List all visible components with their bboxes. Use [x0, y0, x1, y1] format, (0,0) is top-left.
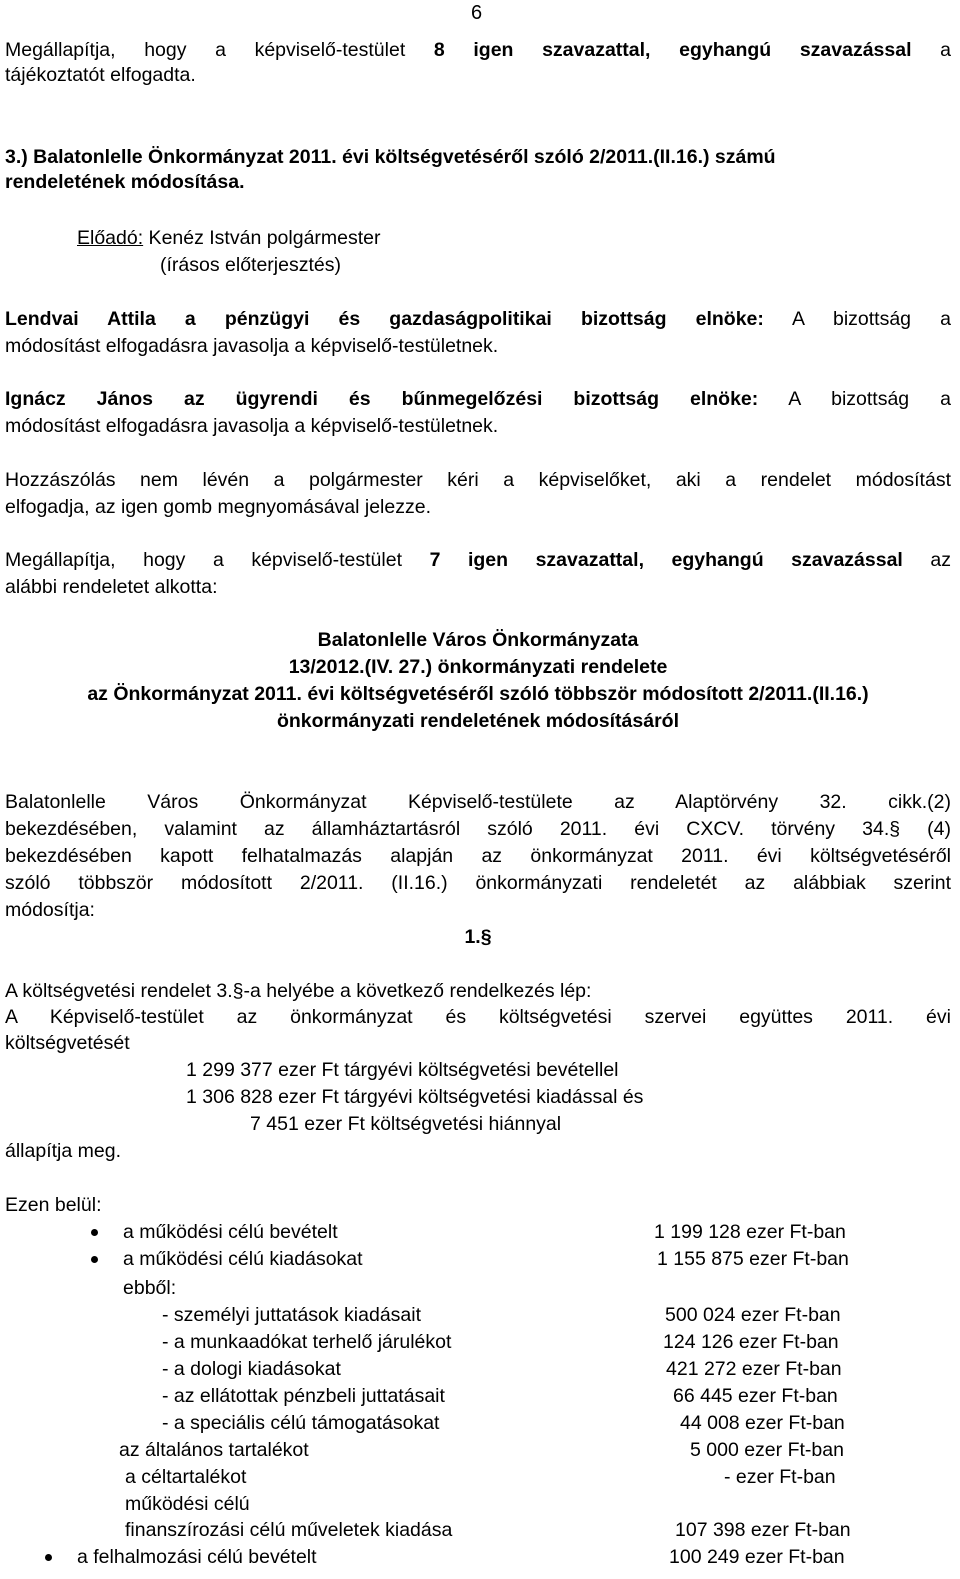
item-label: működési célú: [125, 1493, 250, 1515]
item-value: 500 024 ezer Ft-ban: [665, 1304, 841, 1326]
item-label: az általános tartalékot: [119, 1439, 309, 1461]
preamble-line-4: szóló többször módosított 2/2011. (II.16.) önkormányzati rendeletét az alábbiak szerint: [5, 872, 951, 894]
committee-opinion-1-line-2: módosítást elfogadásra javasolja a képviselő-testületnek.: [5, 335, 499, 357]
decree-title-line-1: Balatonlelle Város Önkormányzata: [317, 629, 639, 651]
speaker: Lendvai Attila a pénzügyi és gazdaságpolitikai bizottság elnöke:: [5, 308, 764, 330]
item-label: a céltartalékot: [125, 1466, 247, 1488]
item-value: 44 008 ezer Ft-ban: [680, 1412, 845, 1434]
presenter-note: (írásos előterjesztés): [160, 254, 341, 276]
budget-revenue: 1 299 377 ezer Ft tárgyévi költségvetési bevétellel: [186, 1059, 619, 1081]
resolution2-line-2: alábbi rendeletet alkotta:: [5, 576, 218, 598]
item-label: a felhalmozási célú bevételt: [77, 1546, 317, 1568]
section-text-closing: állapítja meg.: [5, 1140, 121, 1162]
decree-title-line-4: önkormányzati rendeletének módosításáról: [276, 710, 680, 732]
item-value: 66 445 ezer Ft-ban: [673, 1385, 838, 1407]
presenter-line: [77, 226, 381, 250]
item-value: 5 000 ezer Ft-ban: [690, 1439, 844, 1461]
section-text-line-3: költségvetését: [5, 1032, 130, 1054]
resolution-line-2: tájékoztatót elfogadta.: [5, 64, 196, 86]
item-label: a működési célú kiadásokat: [123, 1248, 363, 1270]
item-value: 100 249 ezer Ft-ban: [669, 1546, 845, 1568]
text: A bizottság a: [763, 308, 951, 330]
preamble-line-1: Balatonlelle Város Önkormányzat Képviselő-testülete az Alaptörvény 32. cikk.(2): [5, 791, 951, 813]
text: Megállapítja, hogy a képviselő-testület: [5, 549, 430, 571]
vote-result: 7 igen szavazattal, egyhangú szavazással: [429, 549, 903, 571]
vote-result: 8 igen szavazattal, egyhangú szavazással: [433, 39, 912, 61]
speaker: Ignácz János az ügyrendi és bűnmegelőzési bizottság elnöke:: [5, 388, 759, 410]
item-value: - ezer Ft-ban: [724, 1466, 836, 1488]
item-label: - személyi juttatások kiadásait: [162, 1304, 422, 1326]
decree-title-line-3: az Önkormányzat 2011. évi költségvetéséről szóló többször módosított 2/2011.(II.16.): [87, 683, 869, 705]
item-label: - az ellátottak pénzbeli juttatásait: [162, 1385, 445, 1407]
page-number: 6: [471, 2, 483, 24]
bullet-icon: [91, 1256, 98, 1263]
vote-call-line-2: elfogadja, az igen gomb megnyomásával jelezze.: [5, 496, 432, 518]
resolution2-line-1: [5, 548, 951, 572]
text: A bizottság a: [758, 388, 951, 410]
committee-opinion-2-line-1: [5, 387, 951, 411]
item-value: 107 398 ezer Ft-ban: [675, 1519, 851, 1541]
text: az: [902, 549, 952, 571]
item-value: 1 199 128 ezer Ft-ban: [654, 1221, 846, 1243]
item-label: - a speciális célú támogatásokat: [162, 1412, 440, 1434]
text: Megállapítja, hogy a képviselő-testület: [5, 39, 434, 61]
section-text-line-1: A költségvetési rendelet 3.§-a helyébe a következő rendelkezés lép:: [5, 980, 592, 1002]
committee-opinion-2-line-2: módosítást elfogadásra javasolja a képviselő-testületnek.: [5, 415, 499, 437]
preamble-line-5: módosítja:: [5, 899, 95, 921]
within-label: Ezen belül:: [5, 1194, 102, 1216]
presenter-label: Előadó:: [77, 227, 144, 249]
section-text-line-2: A Képviselő-testület az önkormányzat és költségvetési szervei együttes 2011. évi: [5, 1006, 951, 1028]
budget-deficit: 7 451 ezer Ft költségvetési hiánnyal: [250, 1113, 562, 1135]
budget-expense: 1 306 828 ezer Ft tárgyévi költségvetési kiadással és: [186, 1086, 644, 1108]
item-value: 421 272 ezer Ft-ban: [666, 1358, 842, 1380]
section-number: 1.§: [464, 926, 492, 948]
resolution-line-1: [5, 38, 951, 62]
item-label: a működési célú bevételt: [123, 1221, 338, 1243]
text: a: [911, 39, 951, 61]
item-value: 124 126 ezer Ft-ban: [663, 1331, 839, 1353]
decree-title-line-2: 13/2012.(IV. 27.) önkormányzati rendelete: [288, 656, 668, 678]
item-label: - a dologi kiadásokat: [162, 1358, 341, 1380]
item-label: ebből:: [123, 1277, 177, 1299]
preamble-line-3: bekezdésében kapott felhatalmazás alapján az önkormányzat 2011. évi költségvetéséről: [5, 845, 951, 867]
bullet-icon: [91, 1229, 98, 1236]
bullet-icon: [45, 1554, 52, 1561]
agenda-heading-line-2: rendeletének módosítása.: [5, 171, 245, 193]
item-label: - a munkaadókat terhelő járulékot: [162, 1331, 452, 1353]
item-label: finanszírozási célú műveletek kiadása: [125, 1519, 453, 1541]
preamble-line-2: bekezdésében, valamint az államháztartásról szóló 2011. évi CXCV. törvény 34.§ (4): [5, 818, 951, 840]
item-value: 1 155 875 ezer Ft-ban: [657, 1248, 849, 1270]
agenda-heading-line-1: 3.) Balatonlelle Önkormányzat 2011. évi költségvetéséről szóló 2/2011.(II.16.) számú: [5, 146, 776, 168]
vote-call-line-1: Hozzászólás nem lévén a polgármester kéri a képviselőket, aki a rendelet módosítást: [5, 469, 951, 491]
presenter-name: Kenéz István polgármester: [143, 227, 381, 249]
committee-opinion-1-line-1: [5, 307, 951, 331]
